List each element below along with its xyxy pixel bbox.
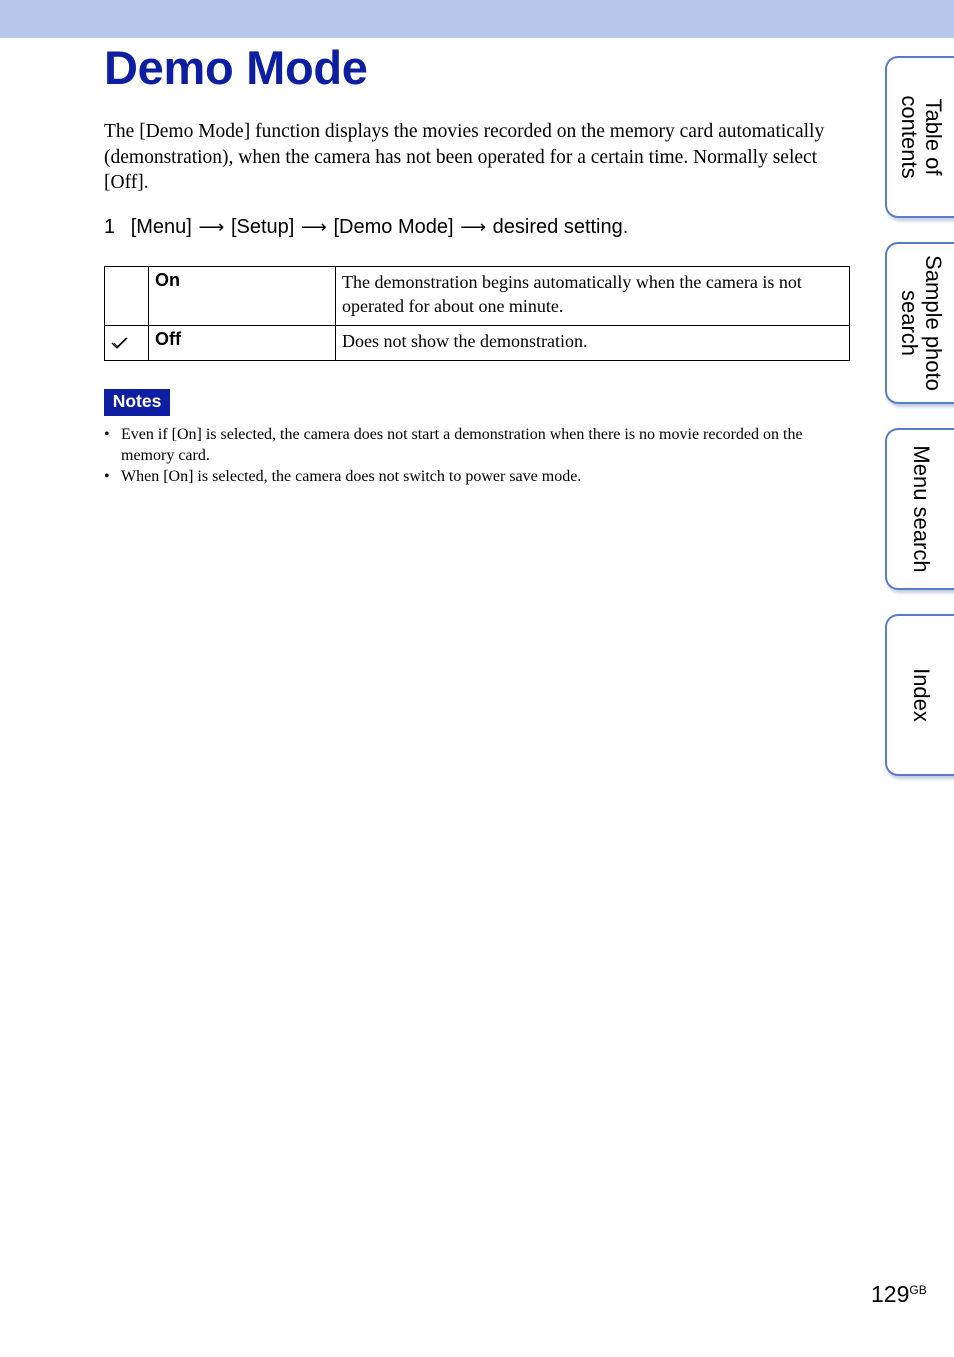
tab-label-line: search bbox=[897, 289, 922, 357]
tab-label bbox=[897, 95, 945, 178]
page-number bbox=[871, 1279, 927, 1309]
step-menu: [Menu] bbox=[130, 216, 192, 238]
tab-table-of-contents[interactable] bbox=[885, 56, 954, 218]
default-check-icon bbox=[110, 335, 130, 351]
step-demo-mode: [Demo Mode] bbox=[333, 216, 454, 238]
bullet-icon: • bbox=[104, 468, 110, 485]
page-number-value: 129 bbox=[871, 1281, 910, 1307]
bullet-icon: • bbox=[104, 426, 110, 443]
procedure-step bbox=[104, 212, 844, 242]
option-description: Does not show the demonstration. bbox=[336, 326, 850, 361]
step-desired-setting: desired setting. bbox=[492, 216, 629, 238]
tab-index[interactable] bbox=[885, 614, 954, 776]
tab-sample-photo-search[interactable] bbox=[885, 242, 954, 404]
option-name: On bbox=[149, 267, 336, 326]
tab-label-line: Table of bbox=[921, 98, 946, 176]
notes-list bbox=[104, 424, 844, 487]
tab-label-line: contents bbox=[897, 95, 922, 179]
default-mark-cell bbox=[105, 267, 149, 326]
list-item bbox=[104, 466, 844, 487]
settings-table bbox=[104, 266, 850, 361]
note-text: Even if [On] is selected, the camera does not start a demonstration when there is no movie recorded on the memory card. bbox=[121, 426, 803, 464]
table-row bbox=[105, 326, 850, 361]
note-text: When [On] is selected, the camera does not switch to power save mode. bbox=[121, 468, 582, 485]
tab-menu-search[interactable] bbox=[885, 428, 954, 590]
list-item bbox=[104, 424, 844, 466]
arrow-right-icon: ⟶ bbox=[198, 217, 225, 237]
intro-paragraph: The [Demo Mode] function displays the movies recorded on the memory card automatically (demonstration), when the camera has not been operated for a certain time. Normally select [Off]. bbox=[104, 121, 825, 193]
header-band bbox=[0, 0, 954, 38]
arrow-right-icon: ⟶ bbox=[301, 217, 327, 237]
step-number: 1 bbox=[104, 216, 116, 238]
option-description: The demonstration begins automatically when the camera is not operated for about one minute. bbox=[336, 267, 850, 326]
tab-label bbox=[909, 445, 933, 572]
notes-label: Notes bbox=[104, 389, 170, 416]
tab-label-line: Menu search bbox=[909, 445, 934, 573]
tab-label-line: Sample photo bbox=[921, 255, 946, 391]
option-name: Off bbox=[149, 326, 336, 361]
tab-label bbox=[909, 668, 933, 722]
page-number-suffix: GB bbox=[909, 1283, 927, 1297]
default-mark-cell bbox=[105, 326, 149, 361]
tab-label-line: Index bbox=[909, 668, 934, 722]
table-row bbox=[105, 267, 850, 326]
arrow-right-icon: ⟶ bbox=[460, 217, 487, 237]
step-setup: [Setup] bbox=[230, 216, 295, 238]
page-title: Demo Mode bbox=[104, 41, 368, 94]
tab-label bbox=[897, 255, 945, 391]
